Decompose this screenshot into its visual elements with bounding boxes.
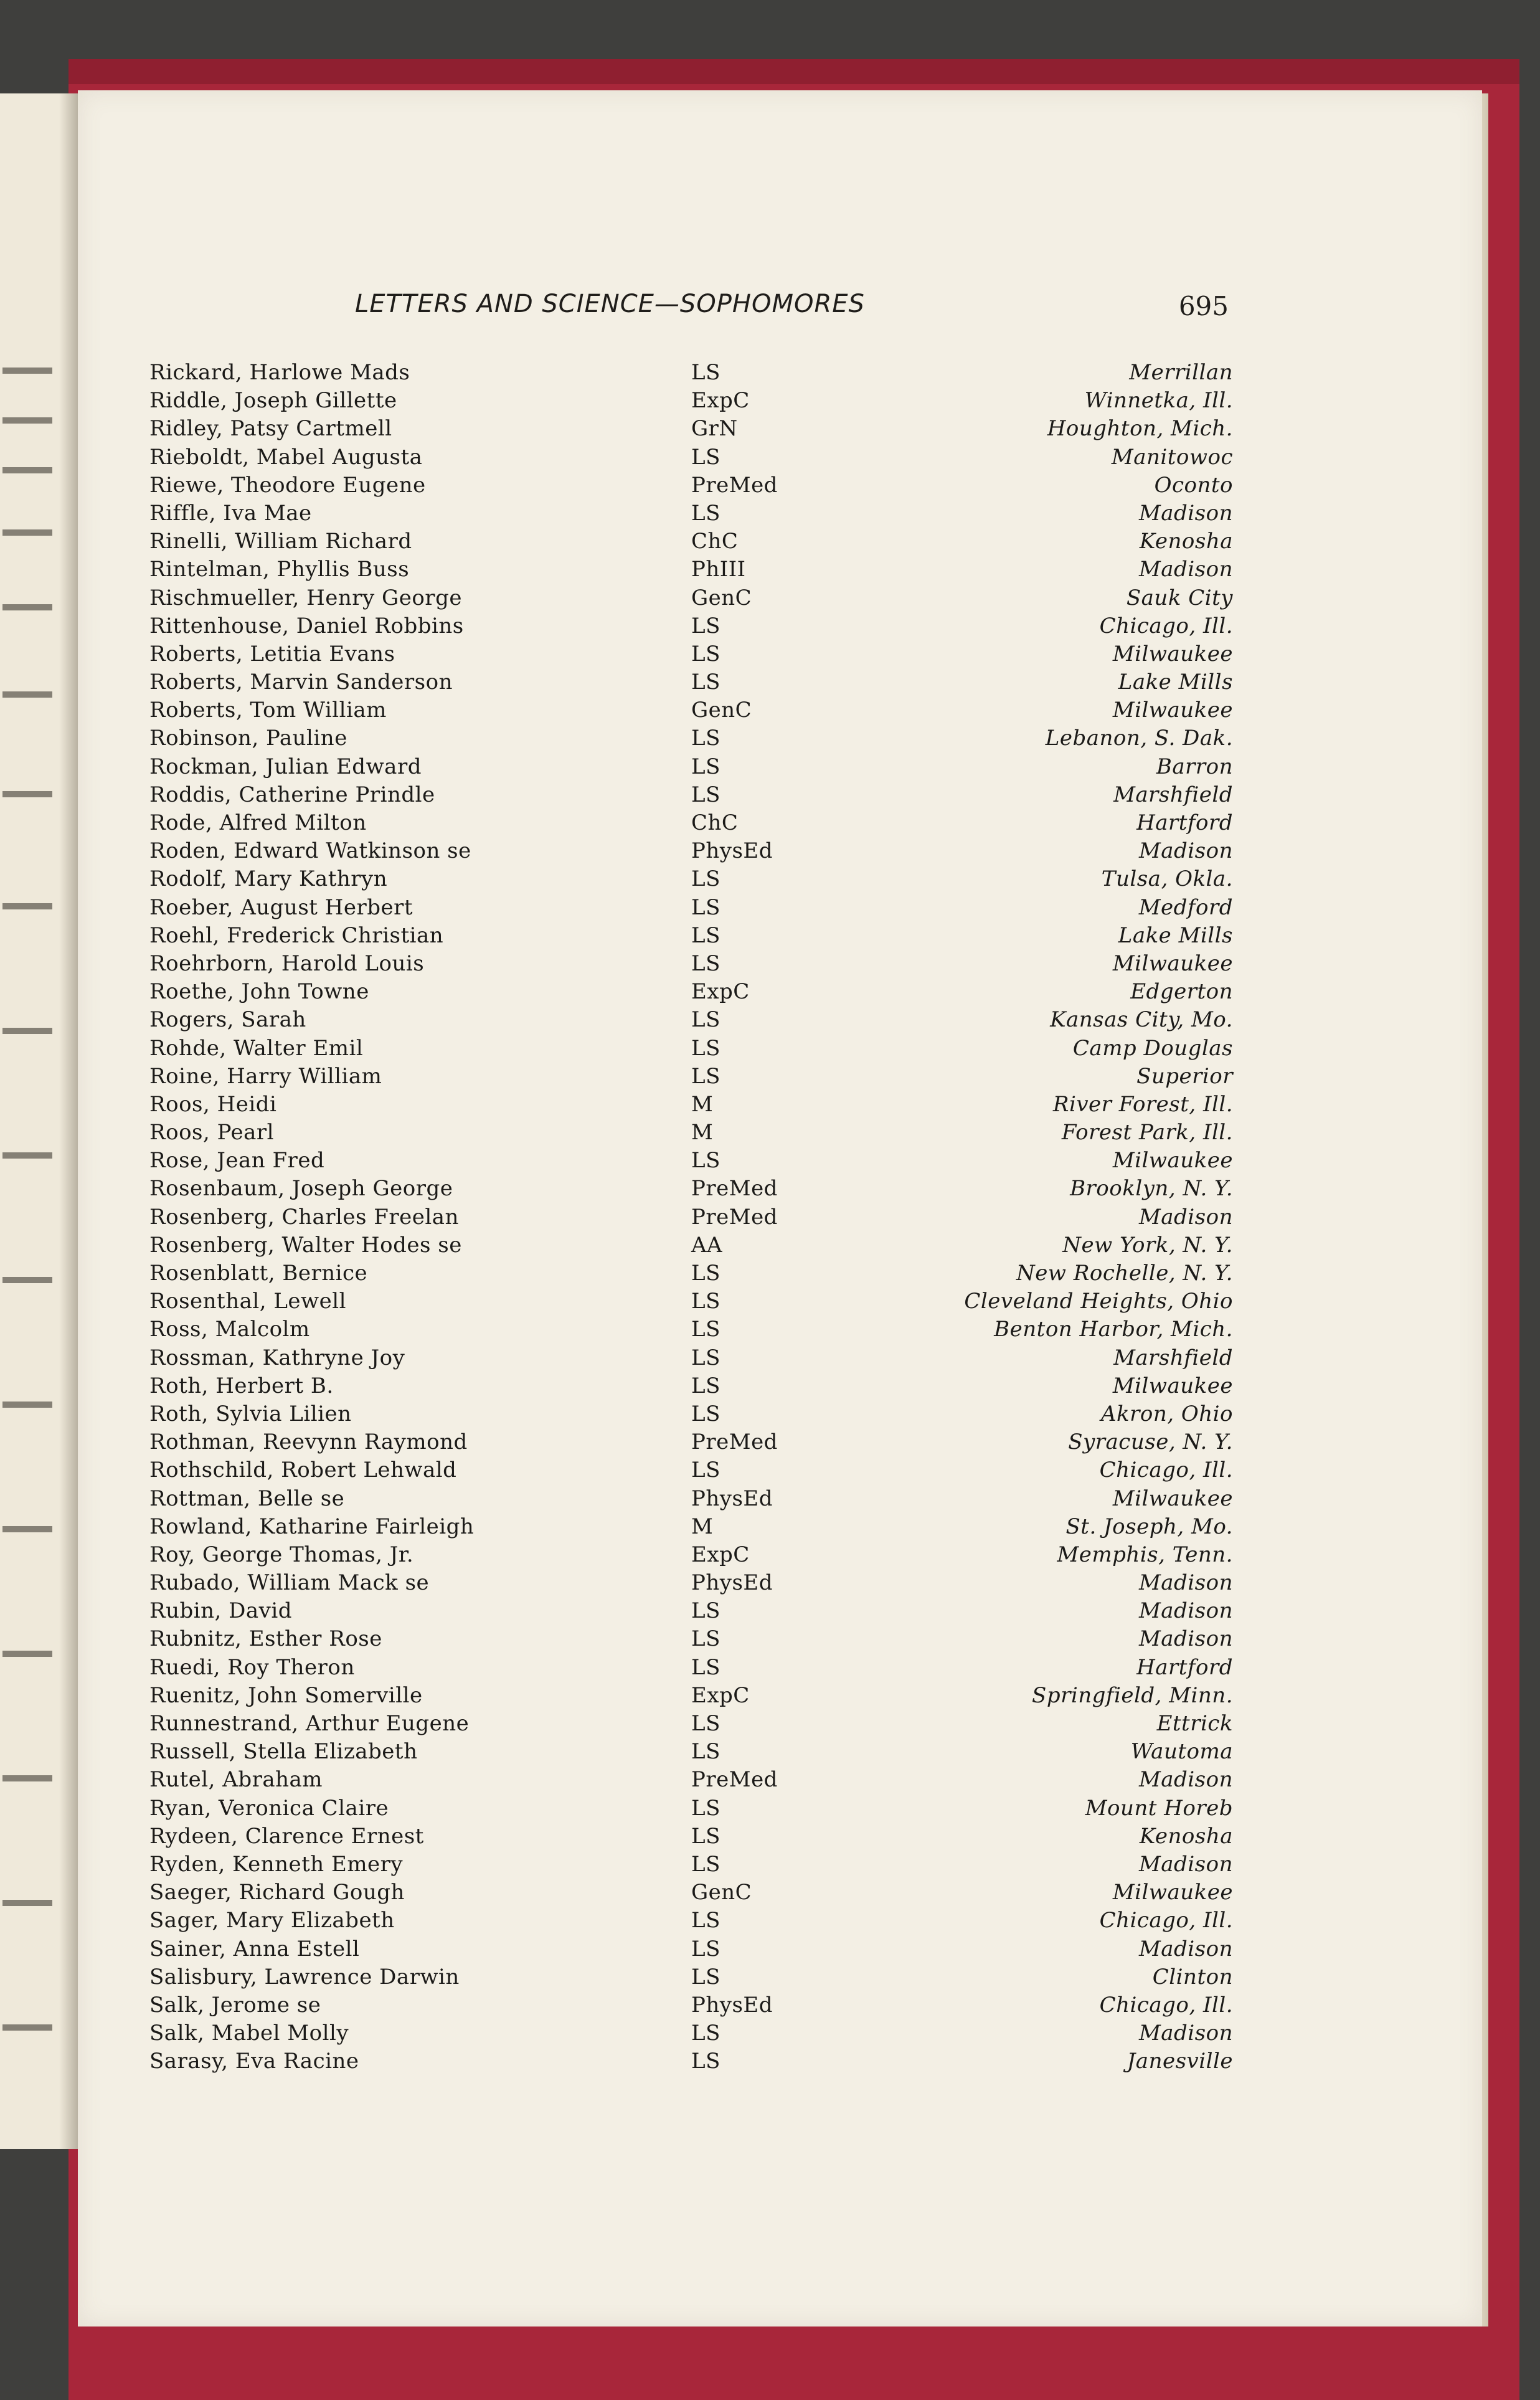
student-name: Riewe, Theodore Eugene — [149, 472, 426, 498]
course-code: LS — [691, 500, 720, 526]
hometown: Sauk City — [1126, 585, 1233, 610]
course-code: GenC — [691, 1880, 752, 1905]
list-item — [149, 1937, 1233, 1965]
student-name: Robinson, Pauline — [149, 726, 347, 751]
hometown: Lebanon, S. Dak. — [1045, 726, 1233, 751]
student-name: Rode, Alfred Milton — [149, 810, 367, 835]
hometown: Wautoma — [1130, 1739, 1233, 1765]
course-code: M — [691, 1120, 714, 1145]
student-name: Ross, Malcolm — [149, 1317, 310, 1342]
student-name: Russell, Stella Elizabeth — [149, 1739, 418, 1765]
course-code: PreMed — [691, 472, 778, 498]
course-code: LS — [691, 1654, 720, 1680]
course-code: LS — [691, 951, 720, 976]
hometown: Manitowoc — [1111, 444, 1233, 470]
student-name: Roberts, Tom William — [149, 698, 387, 723]
list-item — [149, 1007, 1233, 1035]
hometown: Milwaukee — [1112, 1486, 1233, 1511]
list-item — [149, 838, 1233, 866]
list-item — [149, 1486, 1233, 1514]
hometown: Chicago, Ill. — [1099, 613, 1233, 638]
facing-page-text-bleed — [2, 1402, 52, 1408]
student-name: Rosenblatt, Bernice — [149, 1261, 368, 1286]
hometown: Hartford — [1136, 1654, 1233, 1680]
course-code: LS — [691, 1711, 720, 1736]
student-name: Ruedi, Roy Theron — [149, 1654, 355, 1680]
course-code: M — [691, 1091, 714, 1117]
list-item — [149, 1683, 1233, 1711]
list-item — [149, 1373, 1233, 1402]
student-name: Sager, Mary Elizabeth — [149, 1908, 395, 1933]
list-item — [149, 1824, 1233, 1852]
hometown: Milwaukee — [1112, 698, 1233, 723]
student-name: Rogers, Sarah — [149, 1007, 306, 1033]
student-name: Sainer, Anna Estell — [149, 1936, 360, 1961]
student-name: Roos, Pearl — [149, 1120, 274, 1145]
student-name: Saeger, Richard Gough — [149, 1880, 405, 1905]
hometown: Milwaukee — [1112, 641, 1233, 666]
course-code: LS — [691, 1345, 720, 1370]
hometown: Tulsa, Okla. — [1101, 866, 1233, 892]
course-code: LS — [691, 1626, 720, 1652]
course-code: LS — [691, 894, 720, 920]
hometown: Janesville — [1127, 2049, 1233, 2074]
hometown: Kansas City, Mo. — [1050, 1007, 1233, 1033]
hometown: Madison — [1138, 557, 1233, 582]
course-code: LS — [691, 866, 720, 892]
facing-page-text-bleed — [2, 467, 52, 473]
hometown: Clinton — [1152, 1964, 1233, 1990]
hometown: Milwaukee — [1112, 951, 1233, 976]
list-item — [149, 1908, 1233, 1936]
hometown: Camp Douglas — [1072, 1035, 1233, 1061]
student-name: Rieboldt, Mabel Augusta — [149, 444, 423, 470]
hometown: Lake Mills — [1118, 670, 1233, 695]
hometown: Chicago, Ill. — [1099, 1458, 1233, 1483]
hometown: River Forest, Ill. — [1052, 1091, 1233, 1117]
hometown: Kenosha — [1139, 529, 1233, 554]
list-item — [149, 1458, 1233, 1486]
course-code: LS — [691, 1908, 720, 1933]
list-item — [149, 1542, 1233, 1570]
list-item — [149, 1120, 1233, 1148]
hometown: Barron — [1156, 754, 1233, 779]
course-code: LS — [691, 1795, 720, 1821]
list-item — [149, 1655, 1233, 1683]
list-item — [149, 1064, 1233, 1092]
course-code: ExpC — [691, 1542, 750, 1567]
student-name: Roth, Sylvia Lilien — [149, 1401, 352, 1426]
list-item — [149, 388, 1233, 416]
student-name: Sarasy, Eva Racine — [149, 2049, 359, 2074]
hometown: Madison — [1138, 1626, 1233, 1652]
student-name: Rothman, Reevynn Raymond — [149, 1430, 468, 1455]
list-item — [149, 754, 1233, 782]
hometown: Winnetka, Ill. — [1084, 388, 1233, 414]
course-code: LS — [691, 1035, 720, 1061]
hometown: Madison — [1138, 500, 1233, 526]
list-item — [149, 670, 1233, 698]
course-code: PhysEd — [691, 1992, 773, 2018]
student-directory-list — [149, 360, 1233, 2077]
student-name: Roehrborn, Harold Louis — [149, 951, 425, 976]
course-code: PreMed — [691, 1204, 778, 1230]
page-gutter-shadow — [59, 93, 78, 2149]
hometown: Houghton, Mich. — [1047, 416, 1233, 442]
list-item — [149, 1626, 1233, 1654]
student-name: Riffle, Iva Mae — [149, 500, 312, 526]
list-item — [149, 1148, 1233, 1176]
list-item — [149, 1317, 1233, 1345]
hometown: Medford — [1138, 894, 1233, 920]
course-code: LS — [691, 670, 720, 695]
list-item — [149, 1205, 1233, 1233]
list-item — [149, 1289, 1233, 1317]
list-item — [149, 1796, 1233, 1824]
facing-page-text-bleed — [2, 1775, 52, 1781]
course-code: LS — [691, 1148, 720, 1174]
list-item — [149, 1092, 1233, 1120]
hometown: Madison — [1138, 1598, 1233, 1624]
course-code: LS — [691, 1317, 720, 1342]
course-code: LS — [691, 641, 720, 666]
course-code: LS — [691, 1739, 720, 1765]
course-code: PhIII — [691, 557, 746, 582]
course-code: LS — [691, 1401, 720, 1426]
list-item — [149, 810, 1233, 838]
list-item — [149, 416, 1233, 444]
hometown: Milwaukee — [1112, 1880, 1233, 1905]
student-name: Rydeen, Clarence Ernest — [149, 1823, 424, 1849]
course-code: LS — [691, 1823, 720, 1849]
hometown: Madison — [1138, 1767, 1233, 1793]
student-name: Roine, Harry William — [149, 1063, 382, 1089]
student-name: Ryan, Veronica Claire — [149, 1795, 389, 1821]
student-name: Roos, Heidi — [149, 1091, 277, 1117]
list-item — [149, 642, 1233, 670]
course-code: LS — [691, 1936, 720, 1961]
hometown: Benton Harbor, Mich. — [994, 1317, 1233, 1342]
hometown: Oconto — [1154, 472, 1233, 498]
hometown: Madison — [1138, 1204, 1233, 1230]
course-code: ExpC — [691, 1682, 750, 1708]
facing-page-text-bleed — [2, 1526, 52, 1532]
student-name: Rosenbaum, Joseph George — [149, 1176, 453, 1202]
course-code: PreMed — [691, 1430, 778, 1455]
student-name: Rubado, William Mack se — [149, 1570, 430, 1596]
student-name: Rosenberg, Walter Hodes se — [149, 1232, 462, 1258]
student-name: Roeber, August Herbert — [149, 894, 413, 920]
course-code: LS — [691, 782, 720, 807]
student-name: Salk, Mabel Molly — [149, 2021, 349, 2046]
hometown: Brooklyn, N. Y. — [1070, 1176, 1233, 1202]
student-name: Rossman, Kathryne Joy — [149, 1345, 405, 1370]
hometown: Mount Horeb — [1085, 1795, 1233, 1821]
student-name: Roddis, Catherine Prindle — [149, 782, 435, 807]
hometown: Akron, Ohio — [1100, 1401, 1233, 1426]
hometown: Merrillan — [1129, 360, 1233, 385]
hometown: Milwaukee — [1112, 1373, 1233, 1398]
list-item — [149, 2049, 1233, 2077]
course-code: LS — [691, 613, 720, 638]
student-name: Roethe, John Towne — [149, 979, 369, 1005]
list-item — [149, 529, 1233, 557]
list-item — [149, 445, 1233, 473]
course-code: M — [691, 1514, 714, 1539]
student-name: Rinelli, William Richard — [149, 529, 412, 554]
student-name: Rohde, Walter Emil — [149, 1035, 364, 1061]
list-item — [149, 501, 1233, 529]
list-item — [149, 360, 1233, 388]
list-item — [149, 1711, 1233, 1739]
list-item — [149, 1036, 1233, 1064]
hometown: Milwaukee — [1112, 1148, 1233, 1174]
course-code: ExpC — [691, 979, 750, 1005]
student-name: Riddle, Joseph Gillette — [149, 388, 397, 414]
student-name: Runnestrand, Arthur Eugene — [149, 1711, 470, 1736]
list-item — [149, 1598, 1233, 1626]
course-code: LS — [691, 1598, 720, 1624]
list-item — [149, 2021, 1233, 2049]
list-item — [149, 866, 1233, 894]
course-code: PhysEd — [691, 1486, 773, 1511]
hometown: Cleveland Heights, Ohio — [964, 1289, 1233, 1314]
facing-page-text-bleed — [2, 903, 52, 909]
facing-page-text-bleed — [2, 1277, 52, 1283]
list-item — [149, 782, 1233, 810]
course-code: LS — [691, 1261, 720, 1286]
facing-page-text-bleed — [2, 417, 52, 424]
course-code: PreMed — [691, 1176, 778, 1202]
course-code: LS — [691, 444, 720, 470]
student-name: Rubin, David — [149, 1598, 293, 1624]
course-code: LS — [691, 726, 720, 751]
student-name: Rittenhouse, Daniel Robbins — [149, 613, 464, 638]
student-name: Ridley, Patsy Cartmell — [149, 416, 392, 442]
facing-page-edge — [0, 93, 78, 2149]
student-name: Rosenthal, Lewell — [149, 1289, 347, 1314]
course-code: LS — [691, 1289, 720, 1314]
hometown: New Rochelle, N. Y. — [1016, 1261, 1233, 1286]
student-name: Rothschild, Robert Lehwald — [149, 1458, 457, 1483]
student-name: Rottman, Belle se — [149, 1486, 345, 1511]
list-item — [149, 923, 1233, 951]
course-code: LS — [691, 1964, 720, 1990]
hometown: Hartford — [1136, 810, 1233, 835]
list-item — [149, 951, 1233, 979]
facing-page-text-bleed — [2, 691, 52, 698]
course-code: ChC — [691, 810, 739, 835]
course-code: GrN — [691, 416, 738, 442]
student-name: Salisbury, Lawrence Darwin — [149, 1964, 460, 1990]
list-item — [149, 1880, 1233, 1908]
student-name: Rockman, Julian Edward — [149, 754, 422, 779]
hometown: Madison — [1138, 1570, 1233, 1596]
course-code: PhysEd — [691, 1570, 773, 1596]
student-name: Roberts, Letitia Evans — [149, 641, 395, 666]
hometown: Marshfield — [1113, 1345, 1233, 1370]
list-item — [149, 979, 1233, 1007]
hometown: Syracuse, N. Y. — [1068, 1430, 1233, 1455]
student-name: Rischmueller, Henry George — [149, 585, 462, 610]
list-item — [149, 1767, 1233, 1795]
student-name: Rintelman, Phyllis Buss — [149, 557, 410, 582]
page-number: 695 — [1178, 291, 1229, 321]
course-code: PhysEd — [691, 838, 773, 864]
facing-page-text-bleed — [2, 1028, 52, 1034]
list-item — [149, 1233, 1233, 1261]
student-name: Rowland, Katharine Fairleigh — [149, 1514, 475, 1539]
list-item — [149, 1176, 1233, 1204]
course-code: LS — [691, 2021, 720, 2046]
student-name: Rubnitz, Esther Rose — [149, 1626, 382, 1652]
hometown: Memphis, Tenn. — [1057, 1542, 1233, 1567]
course-code: LS — [691, 754, 720, 779]
course-code: LS — [691, 1851, 720, 1877]
list-item — [149, 698, 1233, 726]
facing-page-text-bleed — [2, 368, 52, 374]
list-item — [149, 1852, 1233, 1880]
list-item — [149, 1430, 1233, 1458]
hometown: Edgerton — [1130, 979, 1233, 1005]
facing-page-text-bleed — [2, 529, 52, 536]
hometown: Ettrick — [1156, 1711, 1233, 1736]
course-code: GenC — [691, 698, 752, 723]
hometown: Chicago, Ill. — [1099, 1992, 1233, 2018]
student-name: Rose, Jean Fred — [149, 1148, 325, 1174]
hometown: Forest Park, Ill. — [1061, 1120, 1233, 1145]
list-item — [149, 1965, 1233, 1993]
student-name: Rickard, Harlowe Mads — [149, 360, 410, 385]
hometown: Superior — [1136, 1063, 1233, 1089]
book-cover-top-edge — [68, 59, 1519, 84]
list-item — [149, 895, 1233, 923]
student-name: Ruenitz, John Somerville — [149, 1682, 423, 1708]
course-code: LS — [691, 1063, 720, 1089]
student-name: Ryden, Kenneth Emery — [149, 1851, 404, 1877]
facing-page-text-bleed — [2, 1152, 52, 1159]
course-code: AA — [691, 1232, 723, 1258]
facing-page-text-bleed — [2, 2024, 52, 2031]
hometown: Marshfield — [1113, 782, 1233, 807]
list-item — [149, 1261, 1233, 1289]
student-name: Salk, Jerome se — [149, 1992, 321, 2018]
course-code: LS — [691, 1373, 720, 1398]
facing-page-text-bleed — [2, 604, 52, 610]
student-name: Roehl, Frederick Christian — [149, 923, 444, 948]
facing-page-text-bleed — [2, 1651, 52, 1657]
student-name: Roy, George Thomas, Jr. — [149, 1542, 414, 1567]
list-item — [149, 1570, 1233, 1598]
course-code: PreMed — [691, 1767, 778, 1793]
list-item — [149, 586, 1233, 614]
course-code: GenC — [691, 585, 752, 610]
list-item — [149, 557, 1233, 585]
list-item — [149, 1993, 1233, 2021]
hometown: Madison — [1138, 838, 1233, 864]
course-code: LS — [691, 1458, 720, 1483]
list-item — [149, 614, 1233, 642]
course-code: ExpC — [691, 388, 750, 414]
student-name: Roth, Herbert B. — [149, 1373, 334, 1398]
course-code: LS — [691, 1007, 720, 1033]
hometown: Madison — [1138, 1936, 1233, 1961]
list-item — [149, 1345, 1233, 1373]
student-name: Rutel, Abraham — [149, 1767, 323, 1793]
list-item — [149, 726, 1233, 754]
course-code: LS — [691, 2049, 720, 2074]
course-code: ChC — [691, 529, 739, 554]
list-item — [149, 473, 1233, 501]
student-name: Roberts, Marvin Sanderson — [149, 670, 453, 695]
hometown: St. Joseph, Mo. — [1065, 1514, 1233, 1539]
hometown: Kenosha — [1139, 1823, 1233, 1849]
student-name: Roden, Edward Watkinson se — [149, 838, 471, 864]
facing-page-text-bleed — [2, 1900, 52, 1906]
list-item — [149, 1514, 1233, 1542]
hometown: Madison — [1138, 1851, 1233, 1877]
facing-page-text-bleed — [2, 791, 52, 797]
hometown: Chicago, Ill. — [1099, 1908, 1233, 1933]
student-name: Rosenberg, Charles Freelan — [149, 1204, 459, 1230]
hometown: Lake Mills — [1118, 923, 1233, 948]
hometown: New York, N. Y. — [1062, 1232, 1233, 1258]
hometown: Madison — [1138, 2021, 1233, 2046]
list-item — [149, 1402, 1233, 1430]
student-name: Rodolf, Mary Kathryn — [149, 866, 388, 892]
hometown: Springfield, Minn. — [1032, 1682, 1233, 1708]
running-header: LETTERS AND SCIENCE—SOPHOMORES — [355, 290, 865, 318]
list-item — [149, 1739, 1233, 1767]
course-code: LS — [691, 923, 720, 948]
course-code: LS — [691, 360, 720, 385]
